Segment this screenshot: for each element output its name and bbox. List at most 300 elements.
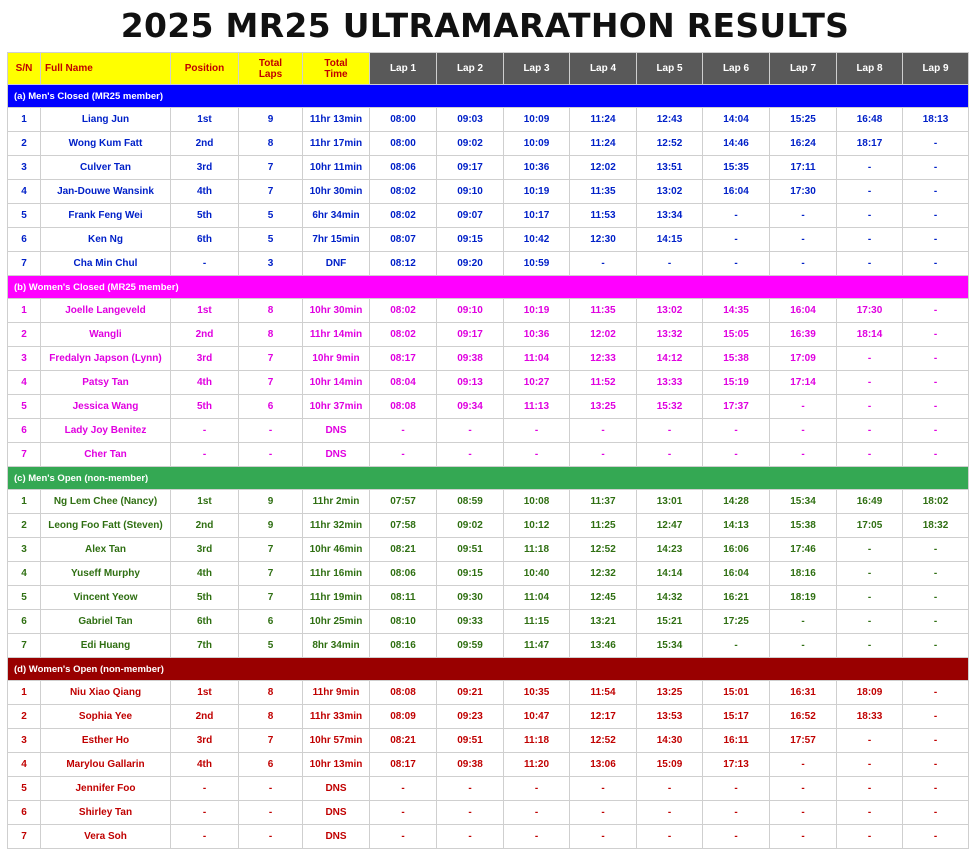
cell-position: 5th xyxy=(171,586,239,610)
cell-lap-3: 11:04 xyxy=(504,347,570,371)
cell-total-time: 10hr 25min xyxy=(303,610,370,634)
cell-sn: 3 xyxy=(8,538,41,562)
cell-lap-6: 16:11 xyxy=(703,729,770,753)
cell-position: - xyxy=(171,825,239,849)
cell-total-laps: 8 xyxy=(239,681,303,705)
cell-lap-2: 09:38 xyxy=(437,753,504,777)
cell-lap-6: 16:04 xyxy=(703,180,770,204)
cell-lap-7: 17:30 xyxy=(770,180,837,204)
table-row xyxy=(8,514,969,538)
cell-lap-9: - xyxy=(903,753,969,777)
cell-lap-3: - xyxy=(504,419,570,443)
cell-lap-2: 09:21 xyxy=(437,681,504,705)
cell-total-time: 11hr 2min xyxy=(303,490,370,514)
cell-lap-2: 09:10 xyxy=(437,180,504,204)
cell-position: 5th xyxy=(171,204,239,228)
table-row xyxy=(8,323,969,347)
header-full-name: Full Name xyxy=(41,53,171,85)
cell-lap-7: 16:24 xyxy=(770,132,837,156)
cell-lap-8: 18:14 xyxy=(837,323,903,347)
cell-lap-6: 14:28 xyxy=(703,490,770,514)
cell-lap-1: 07:58 xyxy=(370,514,437,538)
cell-lap-6: 15:35 xyxy=(703,156,770,180)
cell-lap-8: - xyxy=(837,586,903,610)
cell-position: 1st xyxy=(171,299,239,323)
table-row xyxy=(8,490,969,514)
cell-lap-4: 12:52 xyxy=(570,729,637,753)
cell-total-time: 11hr 9min xyxy=(303,681,370,705)
cell-lap-5: - xyxy=(637,801,703,825)
cell-lap-8: 17:05 xyxy=(837,514,903,538)
cell-lap-1: 08:10 xyxy=(370,610,437,634)
cell-lap-1: 08:02 xyxy=(370,323,437,347)
cell-lap-2: - xyxy=(437,801,504,825)
cell-lap-1: 08:06 xyxy=(370,562,437,586)
header-lap-1: Lap 1 xyxy=(370,53,437,85)
cell-sn: 7 xyxy=(8,634,41,658)
cell-lap-5: 15:21 xyxy=(637,610,703,634)
cell-lap-5: 13:02 xyxy=(637,180,703,204)
cell-lap-7: - xyxy=(770,204,837,228)
cell-lap-6: 16:06 xyxy=(703,538,770,562)
cell-lap-3: 11:47 xyxy=(504,634,570,658)
cell-lap-4: 12:02 xyxy=(570,323,637,347)
cell-lap-9: - xyxy=(903,825,969,849)
cell-position: - xyxy=(171,443,239,467)
cell-lap-2: 09:02 xyxy=(437,514,504,538)
cell-full-name: Gabriel Tan xyxy=(41,610,171,634)
cell-lap-6: 16:04 xyxy=(703,562,770,586)
cell-lap-8: 17:30 xyxy=(837,299,903,323)
cell-total-time: 11hr 17min xyxy=(303,132,370,156)
header-total-laps: Total Laps xyxy=(239,53,303,85)
cell-lap-1: 08:07 xyxy=(370,228,437,252)
cell-full-name: Ken Ng xyxy=(41,228,171,252)
cell-sn: 1 xyxy=(8,681,41,705)
cell-lap-7: 16:31 xyxy=(770,681,837,705)
cell-lap-6: 17:13 xyxy=(703,753,770,777)
cell-lap-4: 11:52 xyxy=(570,371,637,395)
cell-lap-6: - xyxy=(703,252,770,276)
cell-lap-9: - xyxy=(903,299,969,323)
cell-lap-9: - xyxy=(903,252,969,276)
cell-total-time: 11hr 14min xyxy=(303,323,370,347)
cell-lap-9: - xyxy=(903,156,969,180)
cell-lap-4: 12:02 xyxy=(570,156,637,180)
cell-lap-1: - xyxy=(370,443,437,467)
cell-lap-5: 13:34 xyxy=(637,204,703,228)
section-header xyxy=(8,467,969,490)
cell-total-time: DNS xyxy=(303,777,370,801)
cell-position: 4th xyxy=(171,562,239,586)
cell-total-time: DNF xyxy=(303,252,370,276)
cell-lap-6: 17:25 xyxy=(703,610,770,634)
cell-lap-1: - xyxy=(370,777,437,801)
cell-full-name: Wong Kum Fatt xyxy=(41,132,171,156)
cell-lap-7: 17:14 xyxy=(770,371,837,395)
cell-position: 3rd xyxy=(171,347,239,371)
cell-sn: 2 xyxy=(8,323,41,347)
cell-lap-3: - xyxy=(504,825,570,849)
cell-lap-6: 14:13 xyxy=(703,514,770,538)
cell-sn: 4 xyxy=(8,371,41,395)
cell-lap-2: 08:59 xyxy=(437,490,504,514)
cell-position: 4th xyxy=(171,371,239,395)
cell-lap-4: 11:37 xyxy=(570,490,637,514)
cell-lap-2: 09:23 xyxy=(437,705,504,729)
cell-sn: 7 xyxy=(8,252,41,276)
cell-total-laps: 7 xyxy=(239,729,303,753)
cell-sn: 2 xyxy=(8,132,41,156)
section-title: (b) Women's Closed (MR25 member) xyxy=(8,276,969,299)
cell-lap-5: - xyxy=(637,825,703,849)
cell-lap-7: 16:04 xyxy=(770,299,837,323)
cell-lap-7: - xyxy=(770,610,837,634)
table-row xyxy=(8,801,969,825)
cell-lap-8: - xyxy=(837,252,903,276)
cell-lap-9: - xyxy=(903,705,969,729)
cell-lap-6: 14:46 xyxy=(703,132,770,156)
cell-lap-8: - xyxy=(837,777,903,801)
cell-lap-3: - xyxy=(504,801,570,825)
cell-lap-8: - xyxy=(837,371,903,395)
cell-total-laps: 7 xyxy=(239,586,303,610)
cell-lap-1: 08:04 xyxy=(370,371,437,395)
cell-total-time: 10hr 46min xyxy=(303,538,370,562)
header-lap-2: Lap 2 xyxy=(437,53,504,85)
cell-position: 7th xyxy=(171,634,239,658)
cell-lap-9: 18:13 xyxy=(903,108,969,132)
table-row xyxy=(8,538,969,562)
cell-lap-3: - xyxy=(504,443,570,467)
cell-sn: 6 xyxy=(8,228,41,252)
cell-lap-3: 10:19 xyxy=(504,180,570,204)
cell-total-time: DNS xyxy=(303,825,370,849)
cell-lap-7: 16:52 xyxy=(770,705,837,729)
cell-lap-6: - xyxy=(703,228,770,252)
cell-lap-9: - xyxy=(903,801,969,825)
cell-full-name: Esther Ho xyxy=(41,729,171,753)
cell-lap-4: 13:06 xyxy=(570,753,637,777)
cell-lap-1: - xyxy=(370,419,437,443)
cell-total-time: 10hr 30min xyxy=(303,299,370,323)
cell-lap-5: 14:23 xyxy=(637,538,703,562)
cell-lap-9: - xyxy=(903,634,969,658)
cell-full-name: Fredalyn Japson (Lynn) xyxy=(41,347,171,371)
cell-lap-1: - xyxy=(370,825,437,849)
cell-lap-3: 10:42 xyxy=(504,228,570,252)
table-row xyxy=(8,586,969,610)
cell-full-name: Wangli xyxy=(41,323,171,347)
cell-total-laps: 8 xyxy=(239,132,303,156)
cell-lap-3: 10:40 xyxy=(504,562,570,586)
cell-total-time: 11hr 19min xyxy=(303,586,370,610)
cell-full-name: Vera Soh xyxy=(41,825,171,849)
section-header xyxy=(8,276,969,299)
cell-sn: 6 xyxy=(8,610,41,634)
cell-lap-8: - xyxy=(837,562,903,586)
cell-total-time: 10hr 14min xyxy=(303,371,370,395)
cell-full-name: Vincent Yeow xyxy=(41,586,171,610)
cell-position: 3rd xyxy=(171,156,239,180)
cell-lap-8: 16:48 xyxy=(837,108,903,132)
table-row xyxy=(8,180,969,204)
table-row xyxy=(8,156,969,180)
cell-lap-7: - xyxy=(770,753,837,777)
cell-lap-6: 16:21 xyxy=(703,586,770,610)
cell-position: 2nd xyxy=(171,514,239,538)
cell-lap-7: - xyxy=(770,443,837,467)
cell-lap-2: 09:13 xyxy=(437,371,504,395)
cell-total-laps: - xyxy=(239,825,303,849)
cell-full-name: Jan-Douwe Wansink xyxy=(41,180,171,204)
cell-total-laps: - xyxy=(239,801,303,825)
cell-lap-2: - xyxy=(437,443,504,467)
cell-lap-1: 08:21 xyxy=(370,729,437,753)
table-row xyxy=(8,299,969,323)
cell-lap-5: 14:14 xyxy=(637,562,703,586)
cell-lap-9: - xyxy=(903,538,969,562)
cell-sn: 4 xyxy=(8,753,41,777)
cell-lap-5: 12:47 xyxy=(637,514,703,538)
cell-sn: 1 xyxy=(8,299,41,323)
cell-position: 4th xyxy=(171,180,239,204)
cell-total-laps: 8 xyxy=(239,299,303,323)
cell-sn: 5 xyxy=(8,777,41,801)
cell-lap-6: 15:17 xyxy=(703,705,770,729)
cell-sn: 2 xyxy=(8,514,41,538)
cell-position: - xyxy=(171,419,239,443)
cell-full-name: Frank Feng Wei xyxy=(41,204,171,228)
table-row xyxy=(8,825,969,849)
cell-total-laps: 7 xyxy=(239,347,303,371)
cell-total-time: 11hr 16min xyxy=(303,562,370,586)
cell-lap-5: 15:34 xyxy=(637,634,703,658)
cell-total-laps: 5 xyxy=(239,228,303,252)
cell-lap-7: 15:38 xyxy=(770,514,837,538)
cell-total-time: DNS xyxy=(303,443,370,467)
cell-lap-4: 12:17 xyxy=(570,705,637,729)
cell-lap-7: 17:09 xyxy=(770,347,837,371)
cell-lap-9: - xyxy=(903,395,969,419)
cell-total-laps: 7 xyxy=(239,180,303,204)
cell-position: 2nd xyxy=(171,705,239,729)
cell-lap-8: - xyxy=(837,395,903,419)
table-row xyxy=(8,347,969,371)
cell-lap-3: 10:19 xyxy=(504,299,570,323)
cell-lap-4: - xyxy=(570,825,637,849)
cell-lap-4: 11:24 xyxy=(570,132,637,156)
cell-total-laps: - xyxy=(239,777,303,801)
cell-lap-3: 10:59 xyxy=(504,252,570,276)
cell-lap-1: 08:02 xyxy=(370,180,437,204)
table-row xyxy=(8,777,969,801)
cell-lap-2: 09:03 xyxy=(437,108,504,132)
cell-total-time: 6hr 34min xyxy=(303,204,370,228)
cell-lap-8: - xyxy=(837,610,903,634)
table-row xyxy=(8,204,969,228)
cell-total-laps: - xyxy=(239,419,303,443)
cell-total-time: 10hr 13min xyxy=(303,753,370,777)
cell-lap-8: - xyxy=(837,347,903,371)
cell-lap-4: 13:46 xyxy=(570,634,637,658)
table-row xyxy=(8,228,969,252)
cell-full-name: Leong Foo Fatt (Steven) xyxy=(41,514,171,538)
cell-lap-9: 18:02 xyxy=(903,490,969,514)
cell-lap-3: 10:17 xyxy=(504,204,570,228)
cell-lap-6: - xyxy=(703,443,770,467)
cell-total-time: 10hr 9min xyxy=(303,347,370,371)
cell-lap-9: - xyxy=(903,777,969,801)
cell-lap-6: 17:37 xyxy=(703,395,770,419)
cell-total-laps: 5 xyxy=(239,634,303,658)
cell-lap-6: - xyxy=(703,825,770,849)
cell-lap-8: - xyxy=(837,538,903,562)
cell-full-name: Culver Tan xyxy=(41,156,171,180)
header-lap-9: Lap 9 xyxy=(903,53,969,85)
cell-position: - xyxy=(171,801,239,825)
cell-lap-9: - xyxy=(903,419,969,443)
header-lap-3: Lap 3 xyxy=(504,53,570,85)
cell-lap-1: 08:17 xyxy=(370,347,437,371)
cell-sn: 7 xyxy=(8,443,41,467)
cell-lap-7: - xyxy=(770,634,837,658)
cell-lap-1: 08:17 xyxy=(370,753,437,777)
cell-lap-4: 11:25 xyxy=(570,514,637,538)
cell-sn: 4 xyxy=(8,180,41,204)
cell-lap-2: 09:15 xyxy=(437,562,504,586)
table-row xyxy=(8,252,969,276)
cell-lap-9: - xyxy=(903,323,969,347)
cell-lap-4: 11:53 xyxy=(570,204,637,228)
cell-sn: 6 xyxy=(8,801,41,825)
cell-lap-1: 08:21 xyxy=(370,538,437,562)
cell-total-time: 10hr 37min xyxy=(303,395,370,419)
section-title: (a) Men's Closed (MR25 member) xyxy=(8,85,969,108)
cell-lap-2: 09:15 xyxy=(437,228,504,252)
cell-lap-6: 15:05 xyxy=(703,323,770,347)
cell-lap-8: - xyxy=(837,443,903,467)
results-body xyxy=(8,85,969,849)
cell-lap-9: - xyxy=(903,204,969,228)
cell-full-name: Alex Tan xyxy=(41,538,171,562)
cell-lap-3: 10:47 xyxy=(504,705,570,729)
cell-total-laps: 6 xyxy=(239,753,303,777)
cell-lap-5: 13:51 xyxy=(637,156,703,180)
cell-sn: 1 xyxy=(8,490,41,514)
cell-lap-5: - xyxy=(637,443,703,467)
cell-lap-1: 08:08 xyxy=(370,395,437,419)
cell-lap-1: 08:12 xyxy=(370,252,437,276)
cell-lap-7: 17:46 xyxy=(770,538,837,562)
cell-lap-3: 10:08 xyxy=(504,490,570,514)
cell-full-name: Edi Huang xyxy=(41,634,171,658)
cell-lap-9: - xyxy=(903,586,969,610)
cell-sn: 5 xyxy=(8,586,41,610)
cell-sn: 3 xyxy=(8,156,41,180)
cell-total-laps: 7 xyxy=(239,156,303,180)
cell-lap-4: - xyxy=(570,443,637,467)
cell-lap-3: 11:20 xyxy=(504,753,570,777)
table-row xyxy=(8,681,969,705)
cell-lap-2: 09:51 xyxy=(437,538,504,562)
cell-lap-1: 08:11 xyxy=(370,586,437,610)
header-lap-4: Lap 4 xyxy=(570,53,637,85)
table-row xyxy=(8,132,969,156)
cell-lap-7: 15:34 xyxy=(770,490,837,514)
cell-lap-4: - xyxy=(570,777,637,801)
cell-lap-1: 08:00 xyxy=(370,108,437,132)
cell-lap-1: - xyxy=(370,801,437,825)
cell-lap-3: - xyxy=(504,777,570,801)
table-row xyxy=(8,419,969,443)
cell-lap-7: 16:39 xyxy=(770,323,837,347)
cell-total-time: DNS xyxy=(303,801,370,825)
cell-lap-4: - xyxy=(570,252,637,276)
cell-lap-5: 13:33 xyxy=(637,371,703,395)
header-position: Position xyxy=(171,53,239,85)
cell-lap-7: 17:57 xyxy=(770,729,837,753)
cell-total-time: 10hr 57min xyxy=(303,729,370,753)
cell-total-time: 10hr 30min xyxy=(303,180,370,204)
cell-lap-5: 13:01 xyxy=(637,490,703,514)
table-row xyxy=(8,395,969,419)
cell-lap-7: - xyxy=(770,395,837,419)
cell-lap-1: 07:57 xyxy=(370,490,437,514)
cell-lap-9: 18:32 xyxy=(903,514,969,538)
table-row xyxy=(8,634,969,658)
cell-full-name: Jessica Wang xyxy=(41,395,171,419)
table-row xyxy=(8,610,969,634)
cell-lap-3: 10:12 xyxy=(504,514,570,538)
cell-total-laps: 8 xyxy=(239,323,303,347)
cell-lap-5: 14:12 xyxy=(637,347,703,371)
cell-position: 1st xyxy=(171,490,239,514)
cell-lap-5: 12:43 xyxy=(637,108,703,132)
section-header xyxy=(8,658,969,681)
cell-lap-9: - xyxy=(903,228,969,252)
cell-lap-4: - xyxy=(570,801,637,825)
cell-lap-8: - xyxy=(837,204,903,228)
cell-total-laps: 6 xyxy=(239,610,303,634)
cell-lap-2: 09:17 xyxy=(437,323,504,347)
cell-lap-4: - xyxy=(570,419,637,443)
cell-sn: 4 xyxy=(8,562,41,586)
cell-lap-6: - xyxy=(703,777,770,801)
cell-lap-4: 12:32 xyxy=(570,562,637,586)
cell-lap-3: 10:09 xyxy=(504,132,570,156)
cell-lap-5: - xyxy=(637,252,703,276)
cell-total-time: 8hr 34min xyxy=(303,634,370,658)
cell-lap-2: 09:07 xyxy=(437,204,504,228)
cell-sn: 7 xyxy=(8,825,41,849)
table-row xyxy=(8,753,969,777)
cell-full-name: Liang Jun xyxy=(41,108,171,132)
cell-lap-9: - xyxy=(903,347,969,371)
section-title: (d) Women's Open (non-member) xyxy=(8,658,969,681)
cell-lap-2: 09:30 xyxy=(437,586,504,610)
cell-lap-9: - xyxy=(903,371,969,395)
cell-lap-3: 10:09 xyxy=(504,108,570,132)
cell-lap-4: 13:25 xyxy=(570,395,637,419)
cell-lap-2: 09:20 xyxy=(437,252,504,276)
cell-position: 1st xyxy=(171,108,239,132)
section-header xyxy=(8,85,969,108)
header-total-time: Total Time xyxy=(303,53,370,85)
cell-lap-7: - xyxy=(770,801,837,825)
cell-lap-4: 11:24 xyxy=(570,108,637,132)
cell-lap-8: - xyxy=(837,228,903,252)
